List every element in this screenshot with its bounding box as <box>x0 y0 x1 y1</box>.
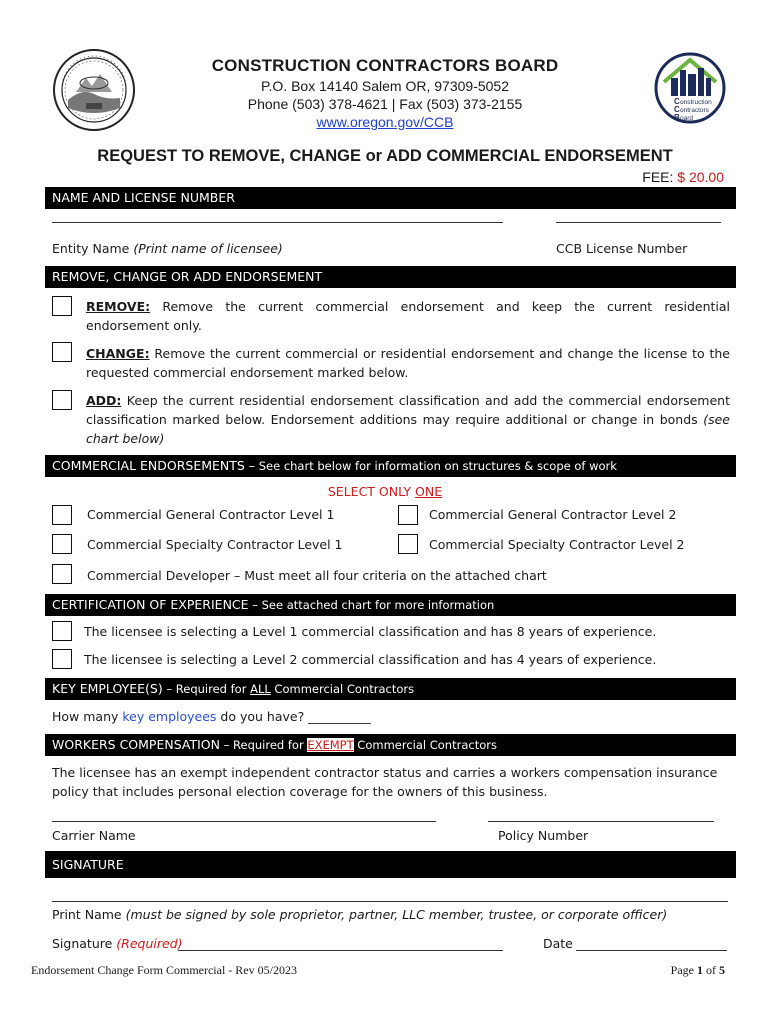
experience-level2-checkbox[interactable] <box>52 649 72 669</box>
section-workers-heading <box>45 734 736 756</box>
policy-number-label: Policy Number <box>498 828 589 843</box>
license-number-label: CCB License Number <box>556 241 688 256</box>
footer-page-current: 1 <box>697 963 703 977</box>
fee <box>642 169 724 185</box>
workers-heading-end: Commercial Contractors <box>353 738 497 752</box>
csc-level1-checkbox[interactable] <box>52 534 72 554</box>
remove-option <box>86 297 730 335</box>
form-title: REQUEST TO REMOVE, CHANGE or ADD COMMERCIAL ENDORSEMENT <box>97 147 673 165</box>
add-key: ADD: <box>86 393 122 408</box>
select-only-one-word: ONE <box>415 484 443 499</box>
change-option <box>86 344 730 382</box>
print-name-field[interactable] <box>52 901 728 902</box>
logo-initial-b: B <box>674 113 680 122</box>
csc-level2-label: Commercial Specialty Contractor Level 2 <box>429 537 685 552</box>
board-name: CONSTRUCTION CONTRACTORS BOARD <box>211 56 559 75</box>
add-checkbox[interactable] <box>52 390 72 410</box>
board-address: P.O. Box 14140 Salem OR, 97309-5052 <box>260 78 509 94</box>
add-note: (see chart below) <box>86 412 730 446</box>
print-name-label: Print Name <box>52 907 126 922</box>
key-q-suffix: do you have? __________ <box>216 709 371 724</box>
section-change-heading: REMOVE, CHANGE OR ADD ENDORSEMENT <box>45 266 736 288</box>
signature-row <box>52 936 183 951</box>
experience-heading-sub: – See attached chart for more information <box>248 598 495 612</box>
fee-amount: $ 20.00 <box>677 169 724 185</box>
section-key-heading <box>45 678 736 700</box>
section-signature-heading: SIGNATURE <box>45 851 736 878</box>
footer-page-total: 5 <box>719 963 725 977</box>
fee-label: FEE: <box>642 169 674 185</box>
footer-page-number <box>671 963 725 978</box>
experience-level2-label: The licensee is selecting a Level 2 commercial classification and has 4 years of experience. <box>84 652 657 667</box>
cgc-level2-label: Commercial General Contractor Level 2 <box>429 507 677 522</box>
footer-page-of: of <box>703 963 719 977</box>
board-phone-fax: Phone (503) 378-4621 | Fax (503) 373-2155 <box>247 96 523 112</box>
logo-word-3: oard <box>680 115 694 122</box>
signature-label: Signature <box>52 936 117 951</box>
section-name-heading: NAME AND LICENSE NUMBER <box>45 187 736 209</box>
key-heading-all: ALL <box>250 682 271 696</box>
experience-level1-label: The licensee is selecting a Level 1 commercial classification and has 8 years of experience. <box>84 624 657 639</box>
entity-name-label: Entity Name <box>52 241 130 256</box>
section-experience-heading <box>45 594 736 616</box>
add-option <box>86 391 730 448</box>
signature-field[interactable] <box>178 950 503 951</box>
remove-checkbox[interactable] <box>52 296 72 316</box>
cgc-level2-checkbox[interactable] <box>398 505 418 525</box>
license-number-field[interactable] <box>556 222 721 223</box>
date-label: Date <box>543 936 573 951</box>
policy-number-field[interactable] <box>488 821 714 822</box>
cgc-level1-label: Commercial General Contractor Level 1 <box>87 507 335 522</box>
commercial-heading-sub: See chart below for information on structures & scope of work <box>255 459 617 473</box>
key-heading-end: Commercial Contractors <box>270 682 415 696</box>
signature-required: (Required) <box>116 936 183 951</box>
workers-heading-mid: – Required for <box>219 738 308 752</box>
remove-text: Remove the current commercial endorsement and keep the current residential endorsement only. <box>86 299 730 333</box>
select-only-prefix: SELECT ONLY <box>327 484 416 499</box>
logo-word-2: ontractors <box>680 107 709 114</box>
logo-initial-c2: C <box>674 105 680 114</box>
csc-level1-label: Commercial Specialty Contractor Level 1 <box>87 537 343 552</box>
commercial-heading-main: COMMERCIAL ENDORSEMENTS – <box>52 458 256 473</box>
print-name-row <box>52 907 667 922</box>
experience-heading-main: CERTIFICATION OF EXPERIENCE <box>52 597 249 612</box>
section-commercial-heading <box>45 455 736 477</box>
workers-heading-exempt: EXEMPT <box>307 738 354 752</box>
key-heading-mid: – Required for <box>162 682 251 696</box>
footer-page-prefix: Page <box>670 963 697 977</box>
remove-key: REMOVE: <box>86 299 151 314</box>
change-checkbox[interactable] <box>52 342 72 362</box>
workers-text: The licensee has an exempt independent contractor status and carries a workers compensation insurance policy that includes personal election coverage for the owners of this business. <box>52 765 718 799</box>
experience-level1-checkbox[interactable] <box>52 621 72 641</box>
key-heading-main: KEY EMPLOYEE(S) <box>52 681 163 696</box>
change-text: Remove the current commercial or residential endorsement and change the license to the requested commercial endorsement marked below. <box>86 346 730 380</box>
key-q-prefix: How many <box>52 709 123 724</box>
logo-word-1: onstruction <box>680 99 712 106</box>
change-key: CHANGE: <box>86 346 150 361</box>
developer-label: Commercial Developer – Must meet all four criteria on the attached chart <box>87 568 547 583</box>
csc-level2-checkbox[interactable] <box>398 534 418 554</box>
date-field[interactable] <box>576 950 727 951</box>
print-name-hint: (must be signed by sole proprietor, partner, LLC member, trustee, or corporate officer) <box>125 907 668 922</box>
entity-name-hint: (Print name of licensee) <box>133 241 283 256</box>
add-text: Keep the current residential endorsement classification and add the commercial endorsement classification marked below. Endorsement additions may require additional or change in bonds <box>86 393 730 427</box>
workers-heading-main: WORKERS COMPENSATION <box>52 737 220 752</box>
cgc-level1-checkbox[interactable] <box>52 505 72 525</box>
select-only-one <box>0 484 770 499</box>
logo-initial-c1: C <box>674 97 680 106</box>
entity-name-field[interactable] <box>52 222 503 223</box>
developer-checkbox[interactable] <box>52 564 72 584</box>
board-website-link[interactable]: www.oregon.gov/CCB <box>316 114 454 130</box>
carrier-name-label: Carrier Name <box>52 828 136 843</box>
footer-form-name: Endorsement Change Form Commercial - Rev 05/2023 <box>31 963 297 977</box>
key-employees-link[interactable]: key employees <box>122 709 217 724</box>
key-employees-question <box>52 709 371 724</box>
carrier-name-field[interactable] <box>52 821 436 822</box>
